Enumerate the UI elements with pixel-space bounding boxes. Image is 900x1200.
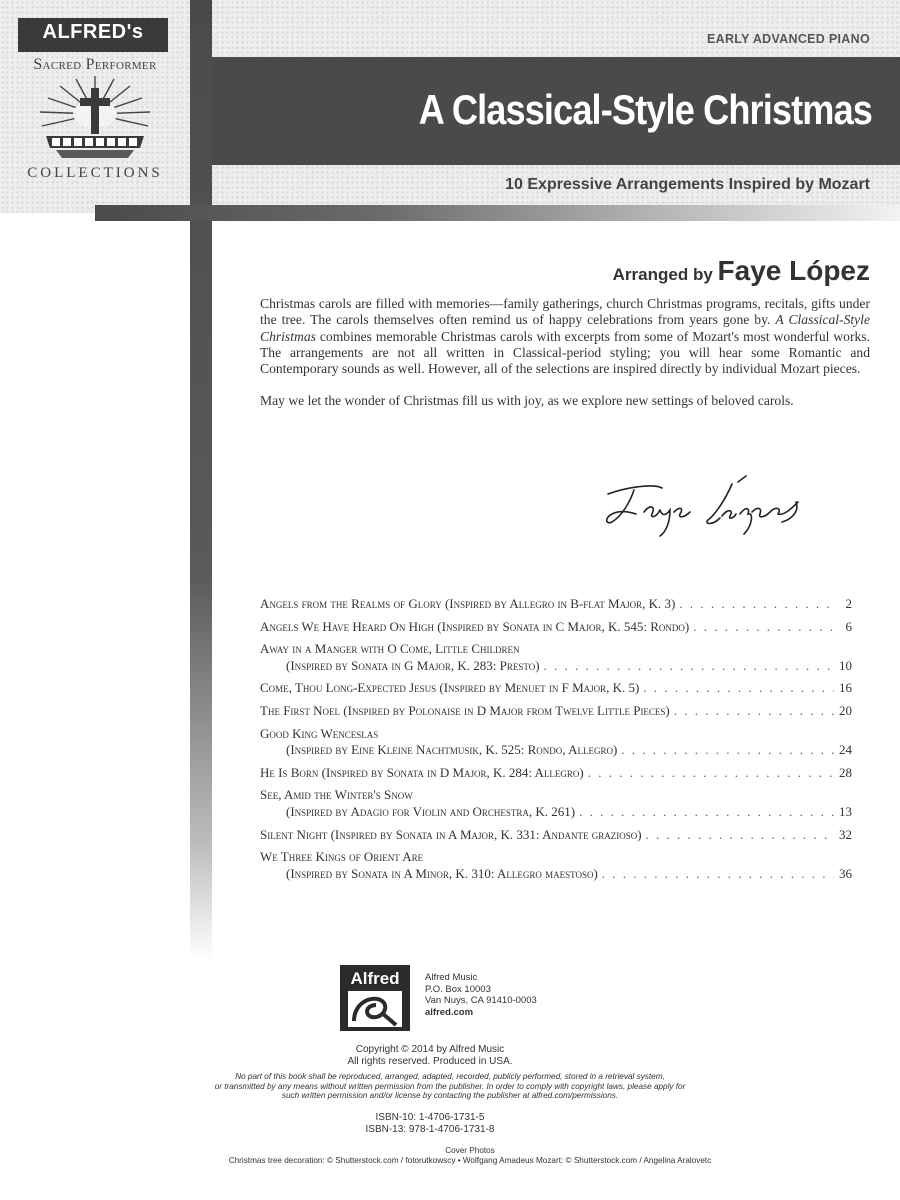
toc-entry-title-line (260, 641, 852, 658)
arranger-signature (600, 472, 840, 542)
toc-page-number: 10 (839, 657, 852, 673)
publisher-address-line-1: P.O. Box 10003 (425, 983, 491, 995)
table-of-contents (260, 596, 852, 888)
isbn-10: ISBN-10: 1-4706-1731-5 (375, 1112, 485, 1123)
publisher-address-line-2: Van Nuys, CA 91410-0003 (425, 995, 537, 1006)
toc-entry-title-line (260, 849, 852, 866)
toc-entry-title-line (260, 596, 852, 613)
toc-entry-text: The First Noel (Inspired by Polonaise in D Major from Twelve Little Pieces) (260, 702, 670, 718)
toc-entry (260, 619, 852, 636)
foreword-paragraph-2: May we let the wonder of Christmas fill us with joy, as we explore new settings of beloved carols. (260, 393, 794, 409)
toc-entry-text: Come, Thou Long-Expected Jesus (Inspired by Menuet in F Major, K. 5) (260, 680, 640, 696)
toc-entry-subtitle-line (260, 742, 852, 759)
isbn-block (200, 1112, 660, 1136)
toc-entry-text: (Inspired by Adagio for Violin and Orchestra, K. 261) (286, 803, 576, 819)
toc-entry (260, 680, 852, 697)
toc-entry (260, 787, 852, 820)
book-title: A Classical-Style Christmas (418, 86, 872, 133)
toc-leader-dots (693, 619, 834, 636)
toc-leader-dots (674, 703, 834, 720)
toc-entry-text: Angels from the Realms of Glory (Inspired by Allegro in B-flat Major, K. 3) (260, 596, 676, 611)
foreword (260, 296, 870, 426)
cross-vertical-bar (190, 0, 212, 960)
toc-entry-text: Angels We Have Heard On High (Inspired by Sonata in C Major, K. 545: Rondo) (260, 618, 690, 634)
toc-entry-text: Good King Wenceslas (260, 725, 379, 741)
toc-entry-title-line (260, 703, 852, 720)
logo-series-name: Sacred Performer (33, 56, 157, 73)
publisher-name: Alfred Music (425, 972, 478, 983)
toc-leader-dots (588, 765, 834, 782)
toc-entry (260, 849, 852, 882)
toc-entry-title-line (260, 619, 852, 636)
toc-leader-dots (646, 827, 834, 844)
cross-horizontal-bar (95, 205, 900, 221)
alfred-mark-icon (348, 991, 402, 1027)
toc-entry-text: Away in a Manger with O Come, Little Children (260, 641, 520, 657)
logo-collections: COLLECTIONS (27, 165, 163, 181)
toc-leader-dots (544, 658, 834, 675)
publisher-address (425, 972, 537, 1018)
toc-entry-title-line (260, 827, 852, 844)
toc-leader-dots (643, 680, 834, 697)
toc-leader-dots (679, 596, 834, 613)
toc-entry-subtitle-line (260, 658, 852, 675)
cover-photos-label: Cover Photos (445, 1146, 495, 1155)
toc-entry-subtitle-line (260, 866, 852, 883)
toc-entry-text: (Inspired by Eine Kleine Nachtmusik, K. 525: Rondo, Allegro) (286, 742, 618, 758)
toc-entry-title-line (260, 726, 852, 743)
toc-entry-text: Silent Night (Inspired by Sonata in A Major, K. 331: Andante grazioso) (260, 826, 642, 842)
legal-notice: No part of this book shall be reproduced, arranged, adapted, recorded, publicly performed, stored in a retrieval system, or transmitted by any means without written permission from the publisher. In order to comply with copyright laws, please apply for such written permission and/or license by contacting the publisher at alfred.com/permissions. (214, 1072, 686, 1101)
alfred-logo-text: Alfred (350, 969, 400, 988)
cross-piano-keys-icon (36, 74, 154, 164)
book-subtitle: 10 Expressive Arrangements Inspired by Mozart (505, 176, 870, 193)
toc-leader-dots (602, 866, 834, 883)
foreword-paragraph-1: Christmas carols are filled with memories—family gatherings, church Christmas programs, recitals, gifts under the tree. The carols themselves often remind us of happy celebrations from years gone by. A Classical-Style Christmas combines memorable Christmas carols with excerpts from some of Mozart's most wonderful works. The arrangements are not all written in Classical-period styling; you will hear some Romantic and Contemporary sounds as well. However, all of the selections are inspired directly by individual Mozart pieces. (260, 296, 870, 377)
series-logo (0, 0, 190, 200)
toc-entry (260, 641, 852, 674)
logo-brand-box (18, 18, 168, 52)
toc-leader-dots (579, 804, 834, 821)
toc-leader-dots (621, 742, 834, 759)
toc-entry (260, 765, 852, 782)
toc-entry (260, 827, 852, 844)
toc-entry-title-line (260, 680, 852, 697)
arranger-name: Faye López (717, 255, 870, 286)
toc-page-number: 20 (839, 702, 852, 718)
toc-entry-text: (Inspired by Sonata in G Major, K. 283: Presto) (286, 657, 540, 673)
toc-page-number: 32 (839, 826, 852, 842)
toc-entry (260, 703, 852, 720)
toc-page-number: 16 (839, 680, 852, 696)
toc-page-number: 24 (839, 742, 852, 758)
arranger-credit (613, 255, 870, 287)
alfred-logo (340, 965, 410, 1031)
toc-page-number: 13 (839, 803, 852, 819)
toc-entry-subtitle-line (260, 804, 852, 821)
cover-photo-credits (100, 1146, 840, 1166)
toc-page-number: 28 (839, 764, 852, 780)
difficulty-level: EARLY ADVANCED PIANO (707, 32, 870, 46)
toc-entry (260, 726, 852, 759)
toc-entry-text: See, Amid the Winter's Snow (260, 787, 413, 803)
toc-entry-text: We Three Kings of Orient Are (260, 849, 424, 865)
toc-page-number: 2 (845, 596, 852, 611)
toc-entry-title-line (260, 787, 852, 804)
toc-entry-text: He Is Born (Inspired by Sonata in D Major, K. 284: Allegro) (260, 764, 584, 780)
toc-entry-text: (Inspired by Sonata in A Minor, K. 310: Allegro maestoso) (286, 865, 598, 881)
toc-page-number: 6 (845, 618, 852, 634)
logo-brand: ALFRED's (42, 21, 144, 43)
toc-entry-title-line (260, 765, 852, 782)
publisher-url[interactable]: alfred.com (425, 1006, 474, 1018)
toc-entry (260, 596, 852, 613)
isbn-13: ISBN-13: 978-1-4706-1731-8 (365, 1123, 495, 1135)
cover-photos-credit: Christmas tree decoration: © Shutterstock.com / fotorutkowscy • Wolfgang Amadeus Mozart: © Shutterstock.com / Angelina Aralovetc (228, 1156, 712, 1165)
copyright-notice: Copyright © 2014 by Alfred Music All rights reserved. Produced in USA. (347, 1044, 513, 1067)
toc-page-number: 36 (839, 865, 852, 881)
arranger-prefix: Arranged by (612, 265, 718, 284)
book-title-inline: A Classical-Style Christmas (260, 312, 870, 344)
